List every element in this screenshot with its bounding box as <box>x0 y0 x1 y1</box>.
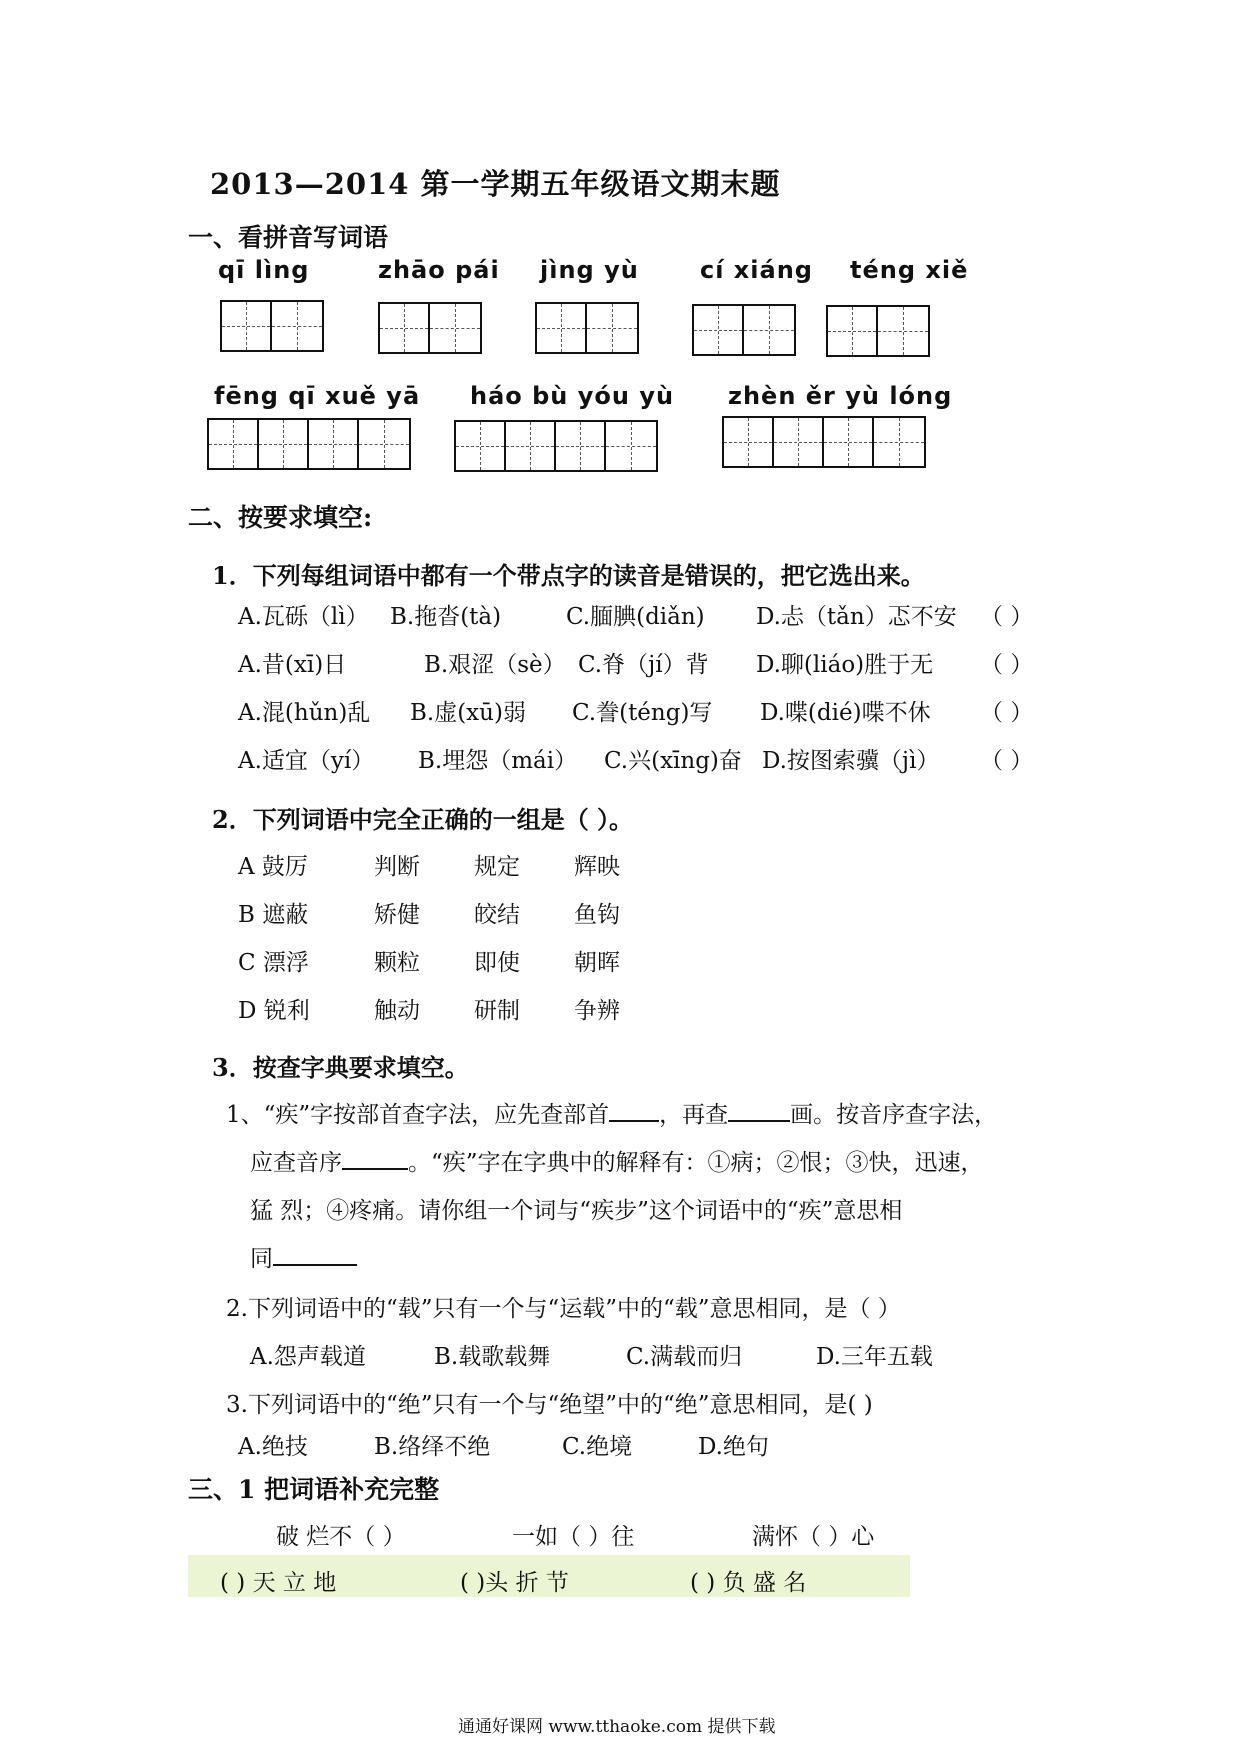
q3-sub3-opt-c: C.绝境 <box>562 1434 633 1460</box>
q3-sub1-line1 <box>226 1096 997 1129</box>
pinyin-3: jìng yù <box>540 256 639 284</box>
page-title: 2013—2014 第一学期五年级语文期末题 <box>210 167 781 201</box>
idiom-4: ( ) 天 立 地 <box>220 1570 337 1596</box>
q1-r1-a: A.瓦砾（lì） <box>238 604 369 630</box>
q3-sub3: 3.下列词语中的“绝”只有一个与“绝望”中的“绝”意思相同，是( ) <box>226 1392 873 1418</box>
q2-b-3: 皎结 <box>474 902 520 928</box>
q3-sub1-line4 <box>250 1240 357 1273</box>
q2-a-4: 辉映 <box>574 854 620 880</box>
q1-r4-answer-blank[interactable]: （ ） <box>980 748 1034 774</box>
word-blank[interactable] <box>273 1242 357 1266</box>
q2-c-1: C 漂浮 <box>238 950 309 976</box>
q2-a-2: 判断 <box>374 854 420 880</box>
q1-r3-c: C.誊(téng)写 <box>572 700 713 726</box>
phonetic-order-blank[interactable] <box>342 1146 408 1170</box>
section-1-heading: 一、看拼音写词语 <box>188 223 389 252</box>
char-grid-6[interactable] <box>207 418 411 470</box>
char-grid-2[interactable] <box>378 302 482 354</box>
q3-sub1-text-c: 画。按音序查字法， <box>790 1102 998 1128</box>
q1-r1-b: B.拖沓(tà) <box>390 604 502 630</box>
q1-r4-a: A.适宜（yí） <box>238 748 375 774</box>
q3-sub1-text-d: 应查音序 <box>250 1150 342 1176</box>
q1-r2-c: C.脊（jí）背 <box>578 652 709 678</box>
q1-r1-d: D.忐（tǎn）忑不安 <box>756 604 957 630</box>
q3-sub1-text-a: 1、“疾”字按部首查字法，应先查部首 <box>226 1102 610 1128</box>
q3-sub1-text-e: 。“疾”字在字典中的解释有：①病；②恨；③快，迅速， <box>408 1150 984 1176</box>
q1-r2-b: B.艰涩（sè） <box>424 652 566 678</box>
q3-sub3-opt-d: D.绝句 <box>698 1434 769 1460</box>
q2-b-4: 鱼钩 <box>574 902 620 928</box>
q2-d-2: 触动 <box>374 998 420 1024</box>
q1-prompt: 1．下列每组词语中都有一个带点字的读音是错误的，把它选出来。 <box>212 561 925 590</box>
q1-r4-b: B.埋怨（mái） <box>418 748 578 774</box>
q1-r4-c: C.兴(xīng)奋 <box>604 748 742 774</box>
idiom-2: 一如（ ）往 <box>512 1524 635 1550</box>
q2-c-3: 即使 <box>474 950 520 976</box>
char-grid-4[interactable] <box>692 304 796 356</box>
q3-sub3-opt-a: A.绝技 <box>238 1434 308 1460</box>
q2-d-4: 争辨 <box>574 998 620 1024</box>
q1-r3-b: B.虚(xū)弱 <box>410 700 526 726</box>
pinyin-8: zhèn ěr yù lóng <box>728 382 953 410</box>
q2-c-4: 朝晖 <box>574 950 620 976</box>
q1-r2-a: A.昔(xī)日 <box>238 652 347 678</box>
section-3-heading: 三、1 把词语补充完整 <box>188 1475 440 1504</box>
q2-d-1: D 锐利 <box>238 998 310 1024</box>
pinyin-2: zhāo pái <box>378 256 500 284</box>
pinyin-5: téng xiě <box>850 256 969 284</box>
q3-sub2-opt-d: D.三年五载 <box>816 1344 933 1370</box>
char-grid-5[interactable] <box>826 305 930 357</box>
char-grid-7[interactable] <box>454 420 658 472</box>
q1-r2-answer-blank[interactable]: （ ） <box>980 652 1034 678</box>
q3-sub1-text-f: 同 <box>250 1246 273 1272</box>
q2-b-1: B 遮蔽 <box>238 902 309 928</box>
q3-sub1-line2 <box>250 1144 984 1177</box>
q2-a-3: 规定 <box>474 854 520 880</box>
q1-r1-answer-blank[interactable]: （ ） <box>980 604 1034 630</box>
stroke-count-blank[interactable] <box>728 1098 790 1122</box>
q3-sub2-opt-a: A.怨声载道 <box>250 1344 366 1370</box>
q2-d-3: 研制 <box>474 998 520 1024</box>
char-grid-8[interactable] <box>722 416 926 468</box>
idiom-1: 破 烂不（ ） <box>276 1524 406 1550</box>
char-grid-3[interactable] <box>535 302 639 354</box>
q3-prompt: 3．按查字典要求填空。 <box>212 1053 469 1082</box>
pinyin-4: cí xiáng <box>700 256 813 284</box>
q3-sub2-opt-b: B.载歌载舞 <box>434 1344 551 1370</box>
q1-r3-answer-blank[interactable]: （ ） <box>980 700 1034 726</box>
q1-r4-d: D.按图索骥（jì） <box>762 748 940 774</box>
q3-sub2: 2.下列词语中的“载”只有一个与“运载”中的“载”意思相同，是（ ） <box>226 1296 901 1322</box>
footer-text: 通通好课网 www.tthaoke.com 提供下载 <box>458 1717 776 1737</box>
q1-r1-c: C.腼腆(diǎn) <box>566 604 705 630</box>
char-grid-1[interactable] <box>220 300 324 352</box>
q3-sub1-line3: 猛 烈；④疼痛。请你组一个词与“疾步”这个词语中的“疾”意思相 <box>250 1198 903 1224</box>
q2-c-2: 颗粒 <box>374 950 420 976</box>
pinyin-7: háo bù yóu yù <box>470 382 675 410</box>
idiom-6: ( ) 负 盛 名 <box>690 1570 807 1596</box>
q1-r3-d: D.喋(dié)喋不休 <box>760 700 931 726</box>
q2-b-2: 矫健 <box>374 902 420 928</box>
q2-a-1: A 鼓厉 <box>238 854 308 880</box>
idiom-3: 满怀（ ）心 <box>752 1524 875 1550</box>
q1-r3-a: A.混(hǔn)乱 <box>238 700 371 726</box>
section-2-heading: 二、按要求填空: <box>188 503 373 532</box>
q3-sub1-text-b: ，再查 <box>659 1102 729 1128</box>
pinyin-6: fēng qī xuě yā <box>214 382 421 410</box>
pinyin-1: qī lìng <box>218 256 310 284</box>
q3-sub3-opt-b: B.络绎不绝 <box>374 1434 491 1460</box>
q2-prompt: 2．下列词语中完全正确的一组是（ ）。 <box>212 805 634 834</box>
q1-r2-d: D.聊(liáo)胜于无 <box>756 652 934 678</box>
q3-sub2-opt-c: C.满载而归 <box>626 1344 743 1370</box>
radical-blank[interactable] <box>609 1098 659 1122</box>
idiom-5: ( )头 折 节 <box>460 1570 569 1596</box>
